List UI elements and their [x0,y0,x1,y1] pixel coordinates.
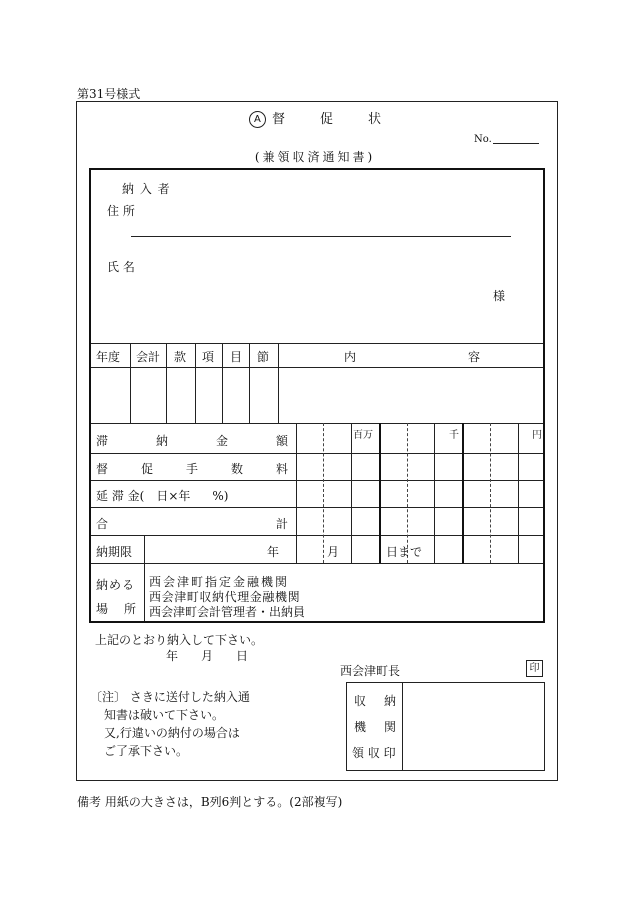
receipt-stamp-area[interactable] [404,683,544,770]
address-field[interactable] [131,236,511,237]
deadline-year: 年 [267,545,280,559]
divider [91,423,543,424]
late-days: 日×年 [156,489,191,503]
place-line-3: 西会津町会計管理者・出納員 [149,605,306,619]
col-content-a: 内 [344,350,357,364]
number-field[interactable] [493,143,539,144]
divider [91,507,543,508]
divider [518,423,519,563]
label-char: 機 [354,720,367,734]
label-char: 納 [155,434,168,448]
col-kan: 款 [174,350,187,364]
note-line-2: 知書は破いて下さい。 [104,708,225,722]
divider [195,343,196,423]
divider [434,423,435,563]
receipt-label-3: 領 収 印 [352,746,396,760]
label-char: 督 [96,462,109,476]
divider [351,423,352,563]
date-year: 年 [166,649,179,663]
divider [296,423,297,563]
label-char: 収 [354,694,367,708]
label-char: 促 [140,462,153,476]
divider [144,535,145,621]
main-form-table [89,168,545,623]
divider [278,343,279,423]
note-line-4: ご了承下さい。 [104,744,189,758]
unit-million: 百万 [353,430,373,441]
divider [91,480,543,481]
place-label-a: 納める [96,578,136,592]
notice-text: 上記のとおり納入して下さい。 [95,633,264,647]
seal-mark: 印 [526,660,543,677]
label-char: 金 [215,434,228,448]
place-line-1: 西会津町指定金融機関 [149,575,290,589]
remarks: 備考 用紙の大きさは，B列6判とする。(2部複写) [77,795,343,809]
place-label-b [96,600,136,617]
divider [249,343,250,423]
unit-thousand: 千 [449,430,459,441]
label-char: 数 [230,462,243,476]
deadline-until: 日まで [386,545,423,559]
place-line-2: 西会津町収納代理金融機関 [149,590,301,604]
payer-header: 納 入 者 [122,182,171,196]
col-content-b: 容 [468,350,481,364]
receipt-label-1 [354,692,396,709]
divider [379,423,381,563]
divider [462,423,464,563]
label-char: 料 [275,462,288,476]
form-title [0,108,630,128]
label-char: 滞 [96,434,109,448]
label-char: 納 [383,694,396,708]
date-month: 月 [201,649,214,663]
divider [91,367,543,368]
row-late-label [96,487,288,504]
receipt-label-2 [354,718,396,735]
circle-a-mark: A [249,111,266,128]
col-moku: 目 [230,350,243,364]
label-char: 合 [96,517,109,531]
divider [91,563,543,564]
deadline-label: 納期限 [96,545,133,559]
late-pct: %) [212,489,229,503]
form-subtitle: (兼領収済通知書) [254,150,376,164]
col-account: 会計 [136,350,161,364]
col-setsu: 節 [257,350,270,364]
deadline-month: 月 [327,545,340,559]
address-label: 住 所 [107,204,135,218]
divider [407,423,408,563]
name-label: 氏 名 [107,260,135,274]
number-label: No. [474,134,492,145]
col-year: 年度 [96,350,121,364]
label-char: 場 [96,602,109,616]
title-char-1: 督 [271,112,285,127]
receipt-stamp-box [346,682,545,771]
late-label: 延 滞 金( [96,489,145,503]
label-char: 関 [383,720,396,734]
label-char: 所 [123,602,136,616]
unit-yen: 円 [532,430,542,441]
label-char: 計 [275,517,288,531]
col-kou: 項 [202,350,215,364]
divider [91,535,543,536]
divider [166,343,167,423]
divider [91,343,543,344]
divider [402,683,403,770]
row-fee-label [96,460,288,477]
divider [490,423,491,563]
row-total-label [96,515,288,532]
issuer-name: 西会津町長 [340,664,401,678]
title-char-3: 状 [368,112,382,127]
divider [222,343,223,423]
date-day: 日 [236,649,249,663]
note-line-3: 又,行違いの納付の場合は [104,726,240,740]
title-char-2: 促 [319,112,333,127]
divider [130,343,131,423]
honorific: 様 [493,289,506,303]
divider [323,423,324,563]
form-number: 第31号様式 [77,87,141,101]
label-char: 額 [275,434,288,448]
row-arrears-label [96,432,288,449]
note-line-1: 〔注〕 さきに送付した納入通 [90,690,250,704]
divider [91,453,543,454]
label-char: 手 [185,462,198,476]
